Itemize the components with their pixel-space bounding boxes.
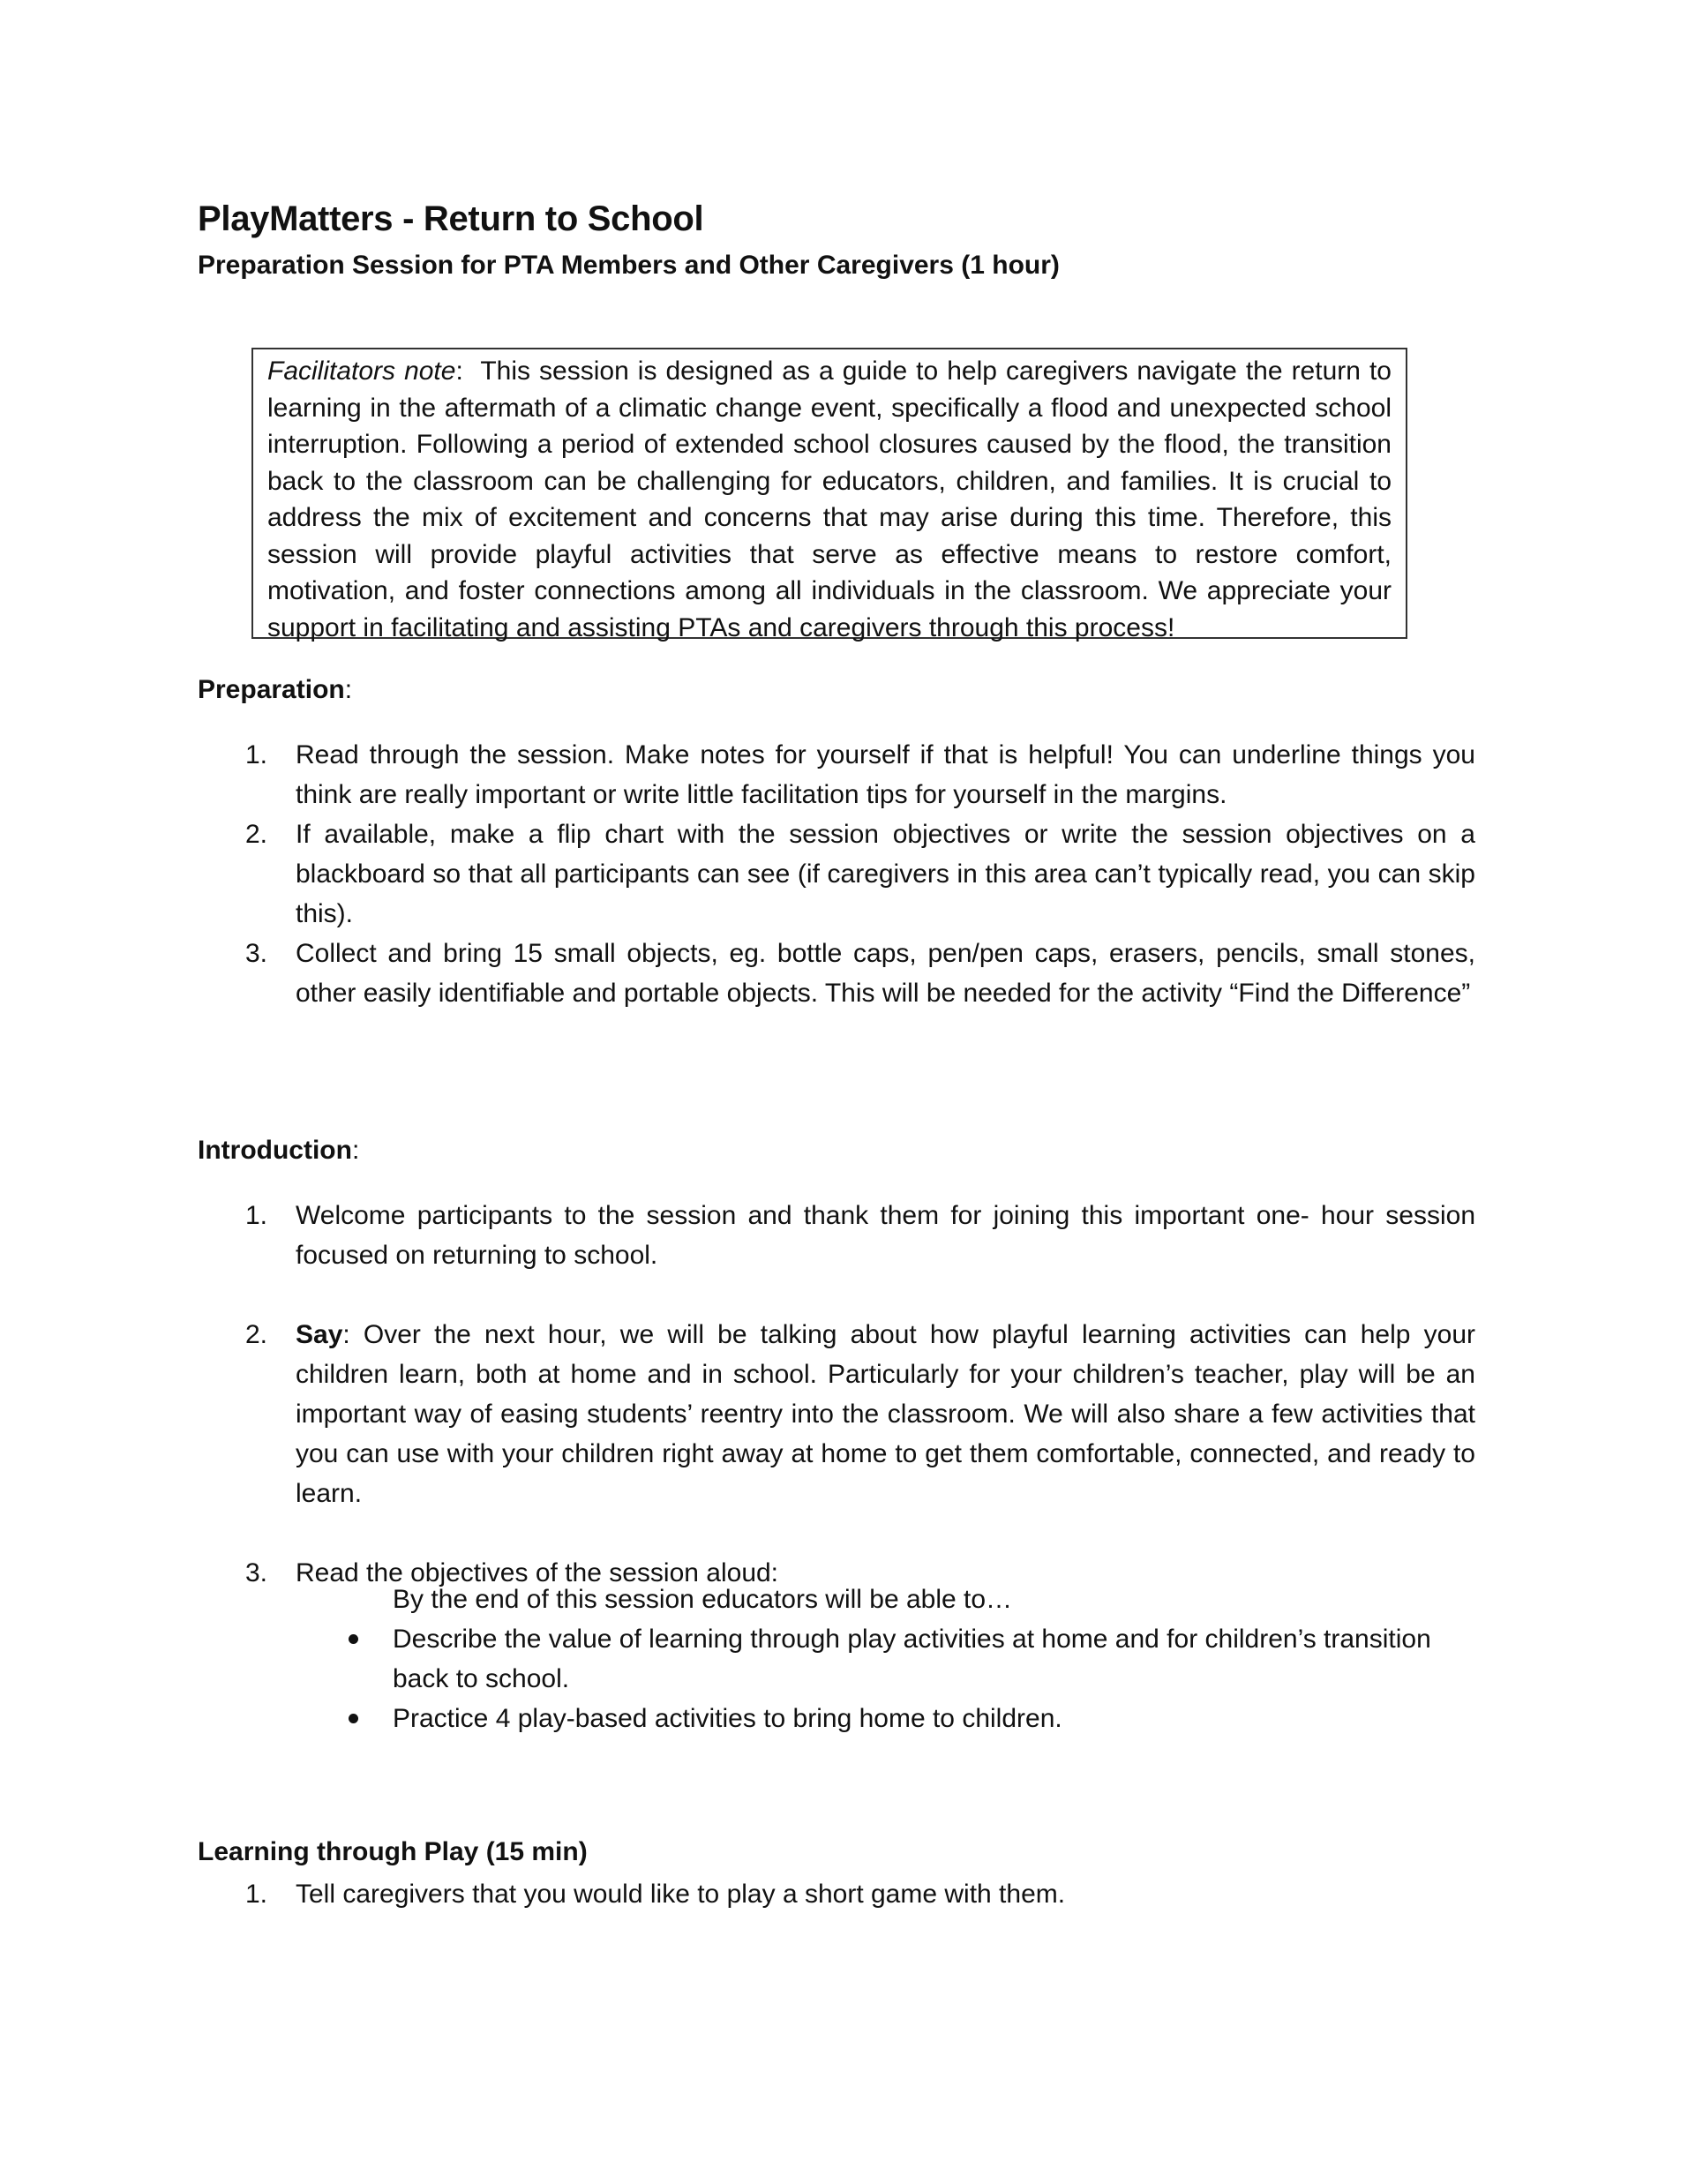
facilitator-note-text: This session is designed as a guide to help caregivers navigate the return to learning in the aftermath of a climatic change event, specifically a flood and unexpected school interruption. Following a period of extended school closures caused by the flood, the transition back to the classroom can be challenging for educators, children, and families. It is crucial to address the mix of excitement and concerns that may arise during this time. Therefore, this session will provide playful activities that serve as effective means to restore comfort, motivation, and foster connections among all individuals in the classroom. We appreciate your support in facilitating and assisting PTAs and caregivers through this process! (267, 356, 1392, 642)
objectives-block (198, 1580, 1475, 1738)
list-item: Practice 4 play-based activities to bring home to children. (295, 1699, 1475, 1738)
document-title: PlayMatters - Return to School (198, 199, 704, 238)
bullet-icon (349, 1714, 358, 1723)
list-item: 3. Read the objectives of the session aloud: (245, 1558, 779, 1587)
list-item: 2. Say: Over the next hour, we will be talking about how playful learning activities can help your children learn, both at home and in school. Particularly for your children’s teacher, play will be an important way of easing students’ reentry into the classroom. We will also share a few activities that you can use with your children right away at home to get them comfortable, connected, and ready to learn. (245, 1320, 1475, 1508)
learning-through-play-list (198, 1874, 1475, 1914)
list-item: Describe the value of learning through play activities at home and for children’s transition back to school. (295, 1619, 1475, 1699)
document-subtitle: Preparation Session for PTA Members and Other Caregivers (1 hour) (198, 251, 1060, 280)
facilitator-note-label: Facilitators note (267, 356, 456, 386)
introduction-heading: Introduction: (198, 1136, 360, 1165)
objectives-list (198, 1619, 1475, 1738)
list-item: 1. Welcome participants to the session and thank them for joining this important one- hour session focused on returning to school. (245, 1201, 1475, 1270)
list-item: 1. Tell caregivers that you would like to play a short game with them. (245, 1880, 1066, 1909)
introduction-list (198, 1196, 1475, 1593)
preparation-heading: Preparation: (198, 675, 353, 704)
preparation-list (198, 735, 1475, 1013)
list-item: 1. Read through the session. Make notes for yourself if that is helpful! You can underline things you think are really important or write little facilitation tips for yourself in the margins. (245, 740, 1475, 809)
list-item: 2. If available, make a flip chart with the session objectives or write the session objectives on a blackboard so that all participants can see (if caregivers in this area can’t typically read, you can skip this). (245, 820, 1475, 928)
bullet-icon (349, 1634, 358, 1644)
list-item: 3. Collect and bring 15 small objects, eg. bottle caps, pen/pen caps, erasers, pencils, small stones, other easily identifiable and portable objects. This will be needed for the activity “Find the Difference” (245, 939, 1475, 1008)
facilitator-note-box: Facilitators note: This session is designed as a guide to help caregivers navigate the return to learning in the aftermath of a climatic change event, specifically a flood and unexpected school interruption. Following a period of extended school closures caused by the flood, the transition back to the classroom can be challenging for educators, children, and families. It is crucial to address the mix of excitement and concerns that may arise during this time. Therefore, this session will provide playful activities that serve as effective means to restore comfort, motivation, and foster connections among all individuals in the classroom. We appreciate your support in facilitating and assisting PTAs and caregivers through this process! (251, 348, 1407, 639)
say-label: Say (296, 1320, 343, 1349)
objectives-lead: By the end of this session educators will be able to… (393, 1585, 1013, 1614)
learning-through-play-heading: Learning through Play (15 min) (198, 1837, 588, 1866)
